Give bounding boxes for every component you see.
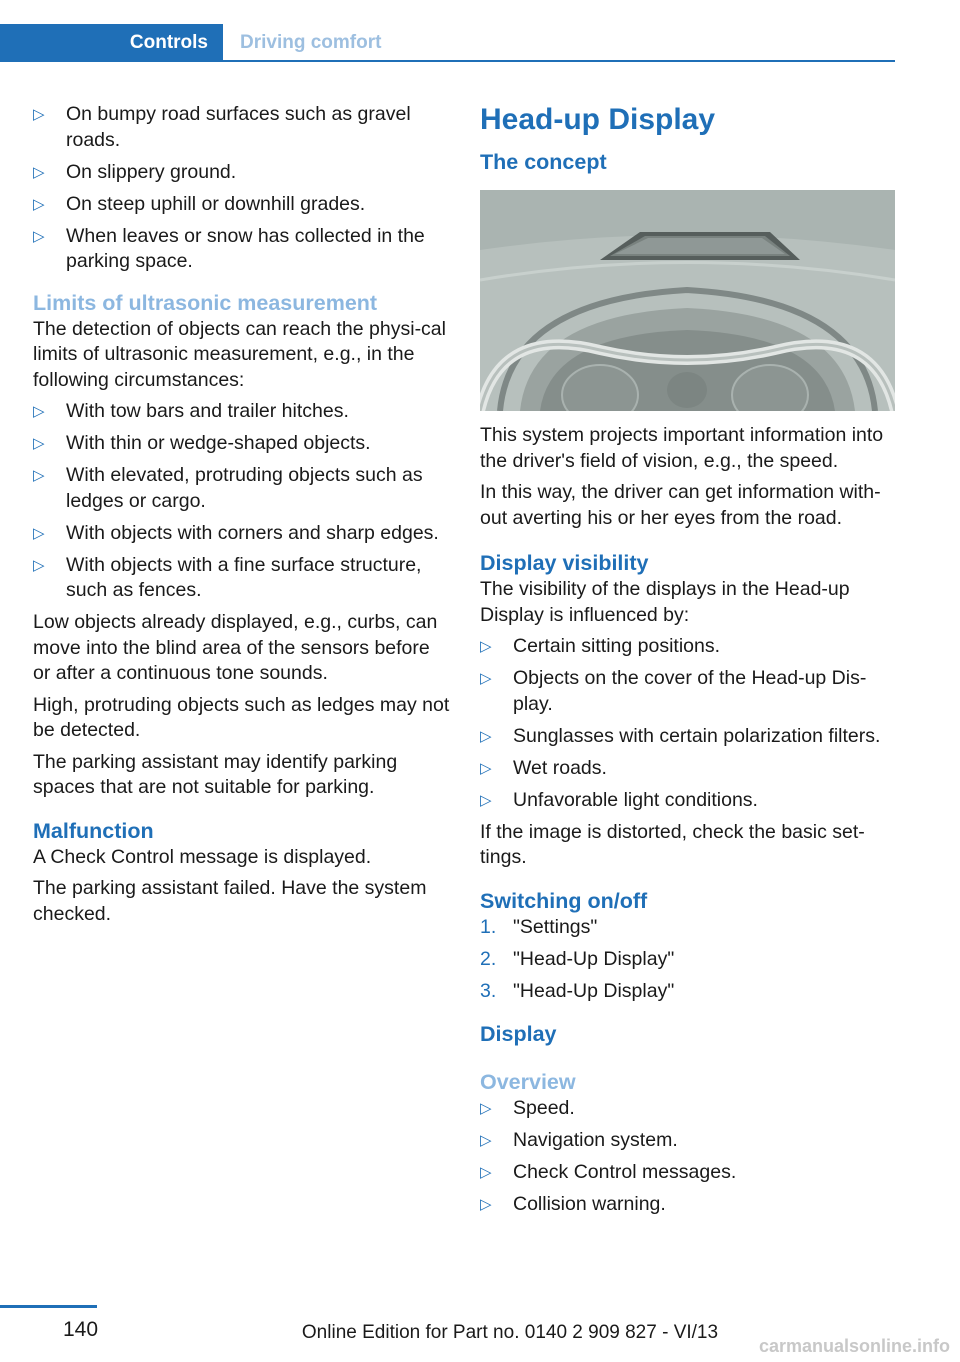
list-item-text: Unfavorable light conditions. bbox=[513, 788, 758, 811]
edition-text: Online Edition for Part no. 0140 2 909 827 - VI/13 bbox=[301, 1322, 719, 1343]
left-column bbox=[33, 102, 451, 933]
triangle-bullet-icon: ▷ bbox=[480, 670, 492, 687]
bullet-list-overview bbox=[480, 1096, 898, 1218]
list-item bbox=[480, 915, 898, 941]
list-item-text: Objects on the cover of the Head-up Dis-play. bbox=[513, 667, 867, 715]
step-number: 2. bbox=[480, 947, 497, 970]
head-up-display-illustration bbox=[480, 190, 895, 411]
triangle-bullet-icon: ▷ bbox=[480, 638, 492, 655]
list-item-text: Check Control messages. bbox=[513, 1161, 737, 1183]
paragraph-high-objects: High, protruding objects such as ledges may not be detected. bbox=[33, 693, 450, 741]
bullet-list-conditions bbox=[33, 102, 451, 275]
list-item-text: Wet roads. bbox=[513, 756, 607, 779]
header-divider bbox=[0, 60, 895, 62]
page-number: 140 bbox=[63, 1318, 99, 1341]
list-item bbox=[480, 1160, 898, 1186]
triangle-bullet-icon: ▷ bbox=[33, 524, 45, 542]
list-item bbox=[33, 463, 451, 514]
paragraph-limits-intro: The detection of objects can reach the physi-cal limits of ultrasonic measurement, e.g., in the following circumstances: bbox=[33, 317, 446, 391]
list-item-text: With thin or wedge-shaped objects. bbox=[66, 432, 371, 454]
paragraph-distorted-image: If the image is distorted, check the basic set-tings. bbox=[480, 820, 865, 868]
list-item-text: On steep uphill or downhill grades. bbox=[66, 192, 366, 215]
step-number: 1. bbox=[480, 915, 497, 938]
list-item bbox=[33, 521, 451, 547]
heading-limits-ultrasonic: Limits of ultrasonic measurement bbox=[33, 290, 378, 315]
list-item-text: When leaves or snow has collected in the parking space. bbox=[66, 224, 425, 272]
paragraph-malfunction-failed: The parking assistant failed. Have the system checked. bbox=[33, 877, 427, 925]
list-item-text: With tow bars and trailer hitches. bbox=[66, 400, 349, 422]
list-item bbox=[33, 192, 451, 218]
list-item bbox=[480, 1128, 898, 1154]
triangle-bullet-icon: ▷ bbox=[33, 467, 45, 484]
triangle-bullet-icon: ▷ bbox=[33, 435, 45, 452]
paragraph-concept-2: In this way, the driver can get information with-out averting his or her eyes from the road. bbox=[480, 481, 881, 529]
triangle-bullet-icon: ▷ bbox=[480, 1100, 492, 1117]
page-title: Head-up Display bbox=[480, 103, 716, 136]
list-item bbox=[33, 399, 451, 425]
paragraph-parking-spaces: The parking assistant may identify parking spaces that are not suitable for parking. bbox=[33, 750, 398, 798]
tab-driving-comfort[interactable]: Driving comfort bbox=[240, 32, 382, 53]
triangle-bullet-icon: ▷ bbox=[480, 1164, 492, 1181]
triangle-bullet-icon: ▷ bbox=[33, 106, 45, 123]
list-item bbox=[480, 979, 898, 1005]
list-item bbox=[480, 788, 898, 814]
list-item bbox=[480, 1096, 898, 1122]
list-item-text: Speed. bbox=[513, 1097, 575, 1119]
list-item-text: On bumpy road surfaces such as gravel roads. bbox=[66, 103, 411, 151]
list-item bbox=[33, 102, 451, 153]
list-item bbox=[480, 947, 898, 973]
step-number: 3. bbox=[480, 979, 497, 1002]
list-item bbox=[33, 160, 451, 186]
list-item bbox=[480, 724, 898, 750]
triangle-bullet-icon: ▷ bbox=[33, 195, 45, 213]
heading-malfunction: Malfunction bbox=[33, 818, 154, 843]
paragraph-concept-1: This system projects important information into the driver's field of vision, e.g., the speed. bbox=[480, 424, 884, 472]
right-column bbox=[480, 102, 898, 1224]
list-item bbox=[33, 553, 451, 604]
triangle-bullet-icon: ▷ bbox=[480, 727, 492, 745]
heading-switching-on-off: Switching on/off bbox=[480, 888, 648, 913]
bullet-list-limits bbox=[33, 399, 451, 604]
bullet-list-visibility bbox=[480, 634, 898, 813]
triangle-bullet-icon: ▷ bbox=[480, 1132, 492, 1149]
watermark: carmanualsonline.info bbox=[758, 1336, 950, 1356]
list-item bbox=[480, 1192, 898, 1218]
numbered-list-steps bbox=[480, 915, 898, 1005]
list-item-text: With objects with corners and sharp edges. bbox=[66, 521, 439, 544]
heading-display: Display bbox=[480, 1022, 557, 1046]
triangle-bullet-icon: ▷ bbox=[33, 403, 45, 420]
list-item-text: Navigation system. bbox=[513, 1129, 678, 1151]
tab-controls[interactable]: Controls bbox=[0, 24, 223, 62]
paragraph-visibility-intro: The visibility of the displays in the Head-up Display is influenced by: bbox=[480, 578, 850, 626]
triangle-bullet-icon: ▷ bbox=[33, 556, 45, 574]
list-item-text: "Head-Up Display" bbox=[513, 947, 675, 970]
list-item-text: Certain sitting positions. bbox=[513, 635, 721, 657]
list-item-text: With objects with a fine surface structure, such as fences. bbox=[66, 553, 422, 601]
list-item bbox=[33, 224, 451, 275]
list-item-text: Collision warning. bbox=[513, 1193, 666, 1215]
heading-overview: Overview bbox=[480, 1070, 576, 1094]
footer-divider bbox=[0, 1305, 97, 1308]
list-item-text: With elevated, protruding objects such as ledges or cargo. bbox=[66, 464, 423, 512]
triangle-bullet-icon: ▷ bbox=[480, 1196, 492, 1213]
list-item bbox=[33, 431, 451, 457]
triangle-bullet-icon: ▷ bbox=[33, 163, 45, 181]
triangle-bullet-icon: ▷ bbox=[33, 227, 45, 245]
list-item-text: Sunglasses with certain polarization filters. bbox=[513, 724, 881, 747]
triangle-bullet-icon: ▷ bbox=[480, 759, 492, 777]
list-item bbox=[480, 666, 898, 717]
list-item-text: "Head-Up Display" bbox=[513, 979, 675, 1002]
triangle-bullet-icon: ▷ bbox=[480, 791, 492, 809]
list-item-text: On slippery ground. bbox=[66, 160, 237, 183]
list-item bbox=[480, 634, 898, 660]
heading-display-visibility: Display visibility bbox=[480, 551, 649, 575]
paragraph-low-objects: Low objects already displayed, e.g., curbs, can move into the blind area of the sensors before or after a continuous tone sounds. bbox=[33, 611, 438, 684]
paragraph-malfunction-message: A Check Control message is displayed. bbox=[33, 845, 372, 868]
heading-concept: The concept bbox=[480, 150, 607, 174]
list-item bbox=[480, 756, 898, 782]
list-item-text: "Settings" bbox=[513, 915, 598, 938]
